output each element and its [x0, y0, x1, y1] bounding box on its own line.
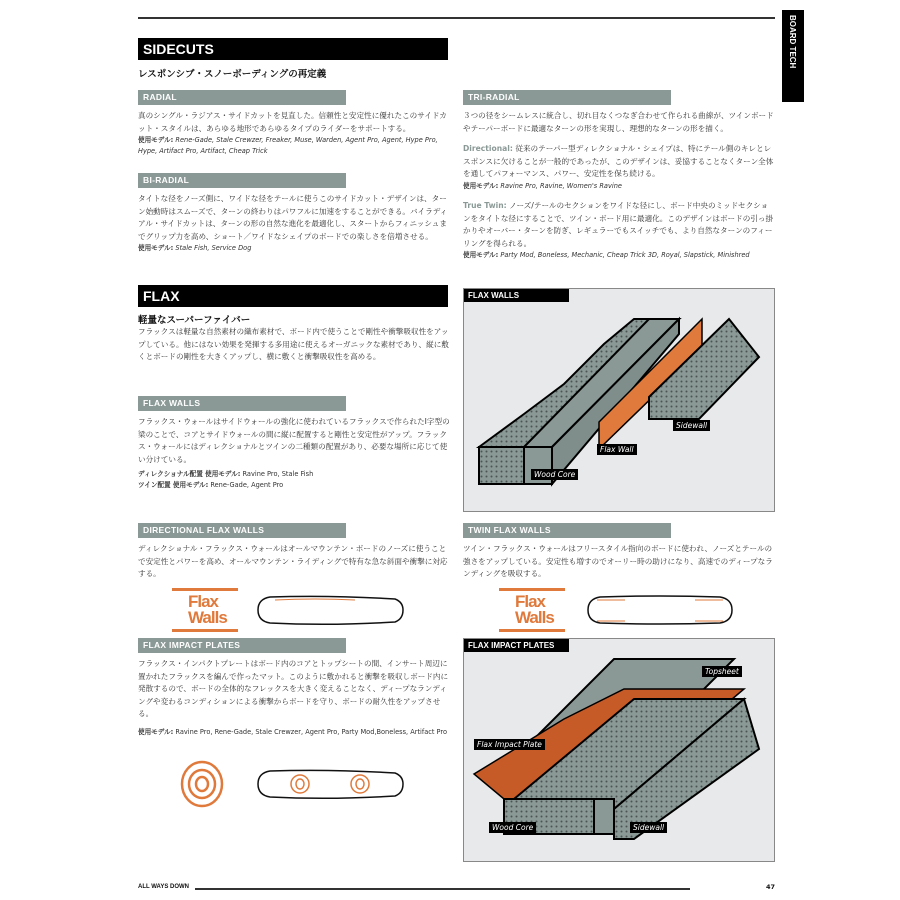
directional-models: Ravine Pro, Stale Fish	[242, 470, 314, 479]
logo-text: Flax Walls	[188, 592, 227, 627]
directional-models: Ravine Pro, Ravine, Women's Ravine	[500, 181, 622, 190]
footer-rule	[195, 888, 690, 890]
models-label: 使用モデル:	[463, 251, 499, 260]
twin-text: ノーズ/テールのセクションをワイドな径にし、ボード中央のミッドセクションをタイトな径にすることで、ツイン・ボード用に最適化。このデザインはボードの引っ掛かりやオーバー・ターンを防ぎ、レギュラーでもスイッチでも、より自然なターンのフィーリングを得られる。	[463, 200, 774, 248]
sidecuts-heading: SIDECUTS	[138, 38, 448, 60]
footer-brand: ALL WAYS DOWN	[138, 884, 190, 890]
flax-impact-text: フラックス・インパクトプレートはボード内のコアとトップシートの間、インサート周辺に置かれたフラックスを編んで作ったマット。このように敷かれると衝撃を吸収しボード内に発散するので、ボードの全体的なフレックスを大きく変えることなく、ディープなランディングや変わるコンディションによる衝撃からボードを守り、ボードの耐久性をアップさせる。	[138, 659, 449, 719]
flax-subtitle: 軽量なスーパーファイバー	[138, 315, 251, 326]
models-label: 使用モデル:	[138, 727, 174, 736]
side-tab-label: BOARD TECH	[788, 15, 797, 69]
twin-models: Rene-Gade, Agent Pro	[210, 481, 284, 490]
flax-walls-diagram	[463, 288, 775, 512]
wood-core-label: Wood Core	[531, 469, 578, 480]
radial-heading: RADIAL	[138, 90, 346, 105]
models-label: 使用モデル:	[138, 136, 174, 145]
impact-models: Ravine Pro, Rene-Gade, Stale Crewzer, Agent Pro, Party Mod,Boneless, Artifact Pro	[175, 727, 448, 736]
radial-models: Rene-Gade, Stale Crewzer, Freaker, Muse, Warden, Agent Pro, Agent, Hype Pro, Hype, Artifact Pro, Artifact, Cheap Trick	[138, 136, 438, 156]
flax-walls-text: フラックス・ウォールはサイドウォールの強化に使われているフラックスで作られたI字型の梁のことで、コアとサイドウォールの間に縦に配置すると剛性と安定性がアップ。フラックス・ウォールにはディレクショナルとツインの二種類の配置があり、必要な場所に応じて使い分けている。	[138, 417, 450, 464]
impact-board-illustration	[255, 767, 405, 802]
flax-heading: FLAX	[138, 285, 448, 307]
models-label: 使用モデル:	[138, 244, 174, 253]
flax-impact-plates-diagram	[463, 638, 775, 862]
bi-radial-models: Stale Fish, Service Dog	[175, 244, 252, 253]
flax-walls-logo	[499, 588, 565, 632]
models-label: ツイン配置 使用モデル:	[138, 481, 209, 490]
wood-core-label: Wood Core	[489, 822, 536, 833]
flax-text: フラックスは軽量な自然素材の織布素材で、ボード内で使うことで剛性や衝撃吸収性をアップしている。他にはない効果を発揮する多用途に使えるオーガニックな素材であり、縦に敷くとボードの剛性を大きくアップし、横に敷くと衝撃吸収性を高める。	[138, 327, 449, 362]
directional-flax-walls-heading: DIRECTIONAL FLAX WALLS	[138, 523, 346, 538]
top-rule	[138, 17, 775, 19]
page-number: 47	[766, 883, 776, 891]
models-label: ディレクショナル配置 使用モデル:	[138, 470, 241, 479]
flax-impact-plate-label: Flax Impact Plate	[474, 739, 545, 750]
flax-wall-label: Flax Wall	[597, 444, 637, 455]
diagram-tag: FLAX WALLS	[464, 289, 569, 302]
twin-models: Party Mod, Boneless, Mechanic, Cheap Trick 3D, Royal, Slapstick, Minishred	[500, 251, 750, 260]
sidewall-label: Sidewall	[630, 822, 667, 833]
directional-paragraph	[463, 143, 775, 181]
twin-flax-walls-text: ツイン・フラックス・ウォールはフリースタイル指向のボードに使われ、ノーズとテールの強さをアップしている。安定性も増すのでオーリー時の助けになり、高速でのディープなランディングを吸収する。	[463, 544, 773, 579]
sidecuts-subtitle: レスポンシブ・スノーボーディングの再定義	[138, 69, 327, 80]
twin-lead: True Twin:	[463, 200, 507, 210]
diagram-tag: FLAX IMPACT PLATES	[464, 639, 569, 652]
flax-walls-heading: FLAX WALLS	[138, 396, 346, 411]
tri-radial-text: ３つの径をシームレスに統合し、切れ目なくつなぎ合わせて作られる曲線が、ツインボードやテーパーボードに最適なターンの形を実現し、理想的なターンの形を描く。	[463, 111, 774, 133]
sidewall-label: Sidewall	[673, 420, 710, 431]
directional-text: 従来のテーパー型ディレクショナル・シェイプは、特にテール側のキレとレスポンスに欠けることが一般的であったが、このデザインは、妥協することなくターン全体を通してパフォーマンス、パワー、安定性を保ち続ける。	[463, 144, 774, 179]
tri-radial-heading: TRI-RADIAL	[463, 90, 671, 105]
twin-paragraph	[463, 200, 775, 250]
twin-board-illustration	[585, 593, 735, 628]
radial-text: 真のシングル・ラジアス・サイドカットを見直した。信頼性と安定性に優れたこのサイドカット・スタイルは、あらゆる地形であらゆるタイプのライダーをサポートする。	[138, 111, 447, 133]
bi-radial-text: タイトな径をノーズ側に、ワイドな径をテールに使うこのサイドカット・デザインは、ターン始動時はスムーズで、ターンの終わりはパワフルに加速をすることができる。バイラディアル・サイドカットは、ターンの形の自然な進化を最適化し、スタートからフィニッシュまでグリップ力を高め、ショート／ワイドなシェイプのボードでの楽しさを倍増させる。	[138, 194, 448, 241]
topsheet-label: Topsheet	[702, 666, 742, 677]
flax-walls-logo	[172, 588, 238, 632]
logo-text: Flax Walls	[515, 592, 554, 627]
directional-board-illustration	[255, 593, 405, 628]
bi-radial-heading: BI-RADIAL	[138, 173, 346, 188]
directional-lead: Directional:	[463, 144, 513, 154]
twin-flax-walls-heading: TWIN FLAX WALLS	[463, 523, 671, 538]
directional-flax-walls-text: ディレクショナル・フラックス・ウォールはオールマウンテン・ボードのノーズに使うことで安定性とパワーを高め、オールマウンテン・ライディングで特有な急な斜面や衝撃に対応する。	[138, 544, 448, 579]
impact-plate-icon	[180, 760, 225, 808]
models-label: 使用モデル:	[463, 181, 499, 190]
flax-walls-illustration	[464, 289, 774, 511]
side-tab	[782, 10, 804, 102]
flax-impact-plates-heading: FLAX IMPACT PLATES	[138, 638, 346, 653]
